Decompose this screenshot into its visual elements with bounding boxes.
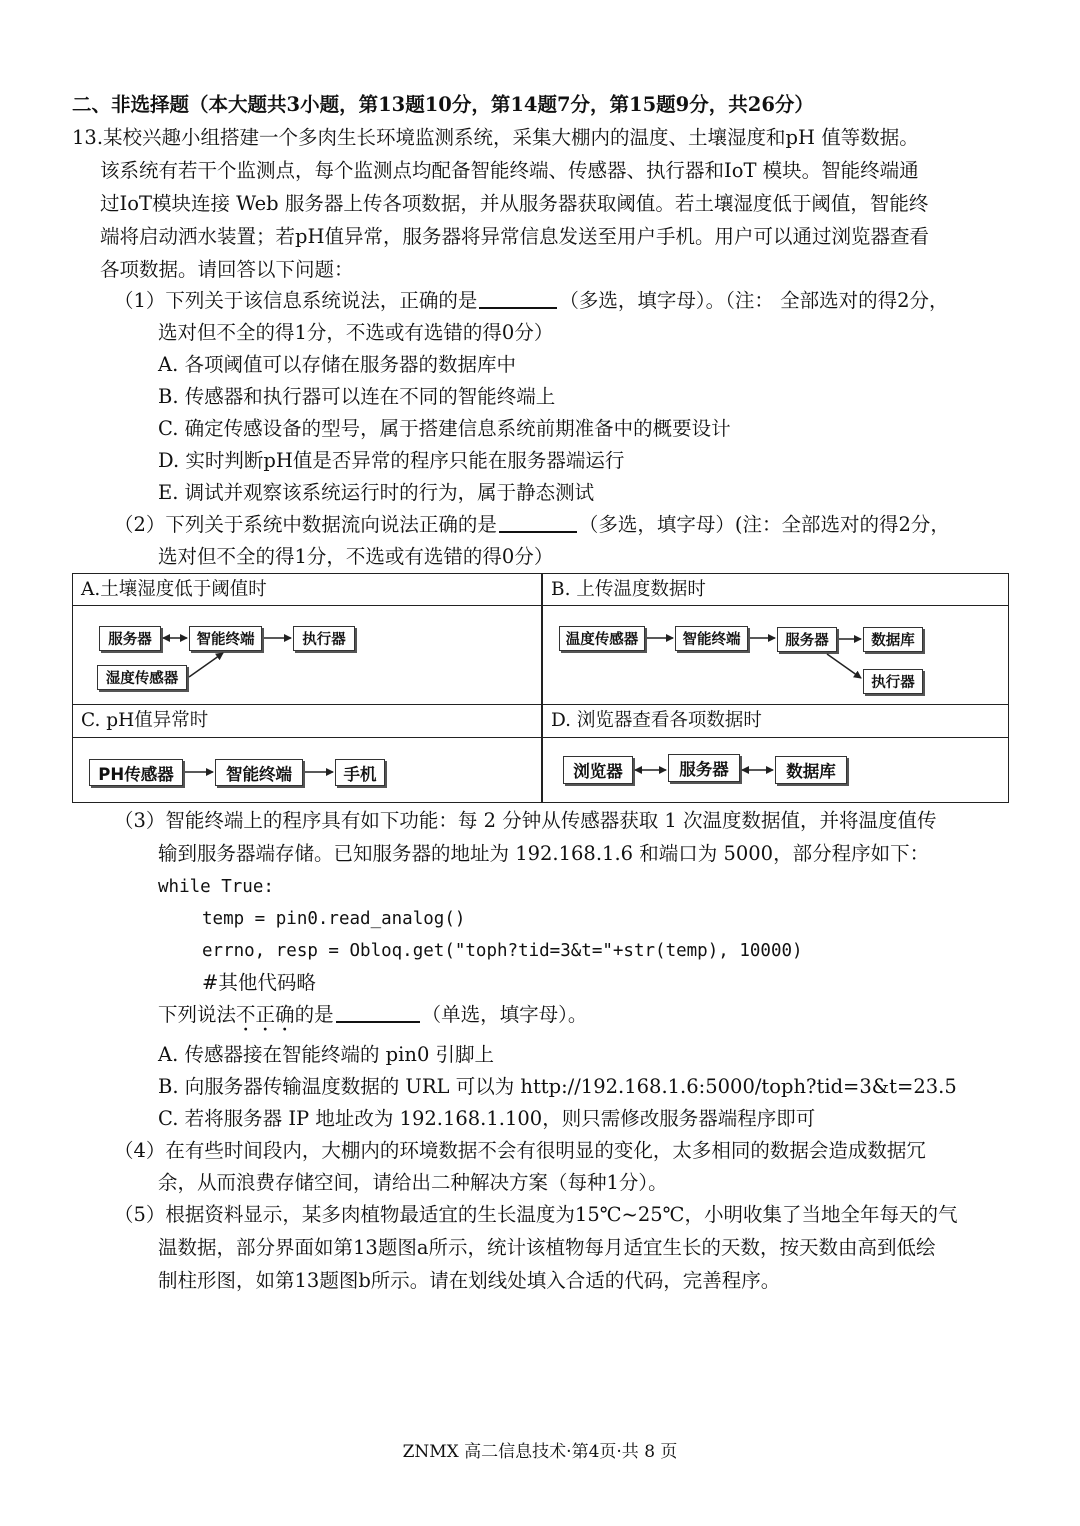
q2-stem-line-2: 选对但不全的得1分，不选或有选错的得0分） [158,545,554,568]
q4-line-2: 余，从而浪费存储空间，请给出二种解决方案（每种1分）。 [158,1171,668,1194]
question-13-intro-line-3: 过IoT模块连接 Web 服务器上传各项数据，并从服务器获取阈值。若土壤湿度低于阈值，智能终 [100,192,929,215]
q3-option-c: C. 若将服务器 IP 地址改为 192.168.1.100，则只需修改服务器端程序即可 [158,1107,816,1130]
q1-stem-line-2: 选对但不全的得1分，不选或有选错的得0分） [158,321,554,344]
cell-b-server-box: 服务器 [777,627,837,652]
arrow-a-sensor-terminal [189,653,223,677]
q3-ask-pre: 下列说法 [158,1003,237,1026]
data-flow-table [72,573,1009,803]
cell-c-phone-box: 手机 [335,759,385,786]
code-line-3: errno, resp = Obloq.get("toph?tid=3&t="+str(temp), 10000) [202,941,803,961]
cell-c-ph-sensor-box: PH传感器 [89,759,183,786]
cell-a-title: A.土壤湿度低于阈值时 [81,579,267,600]
cell-a-actuator-box: 执行器 [293,626,355,651]
q5-line-1: （5）根据资料显示，某多肉植物最适宜的生长温度为15℃~25℃，小明收集了当地全年每天的气 [114,1203,958,1226]
q5-line-3: 制柱形图，如第13题图b所示。请在划线处填入合适的代码，完善程序。 [158,1269,781,1292]
cell-b-temp-sensor-box: 温度传感器 [559,626,645,651]
question-13-intro-line-1: 13.某校兴趣小组搭建一个多肉生长环境监测系统，采集大棚内的温度、土壤湿度和pH 值等数据。 [72,126,919,149]
question-13-intro-line-5: 各项数据。请回答以下问题： [100,258,354,281]
question-13-intro-line-4: 端将启动洒水装置；若pH值异常，服务器将异常信息发送至用户手机。用户可以通过浏览器查看 [100,225,929,248]
q3-ask-emphasis [236,1003,295,1026]
cell-b-title: B. 上传温度数据时 [551,579,706,600]
q3-stem-line-1: （3）智能终端上的程序具有如下功能：每 2 分钟从传感器获取 1 次温度数据值，并将温度值传 [114,809,937,832]
arrow-b-server-actuator [827,654,861,678]
q1-stem-pre: （1）下列关于该信息系统说法，正确的是 [114,289,478,312]
page-footer: ZNMX 高二信息技术·第4页·共 8 页 [402,1442,678,1462]
q1-option-c: C. 确定传感设备的型号，属于搭建信息系统前期准备中的概要设计 [158,417,731,440]
q3-ask-mid: 的是 [294,1003,334,1026]
q3-option-a: A. 传感器接在智能终端的 pin0 引脚上 [158,1043,495,1066]
section-title: 二、非选择题（本大题共3小题，第13题10分，第14题7分，第15题9分，共26分） [72,93,814,116]
q1-option-a: A. 各项阈值可以存储在服务器的数据库中 [158,353,516,376]
cell-d-server-box: 服务器 [668,754,740,782]
q1-stem [114,286,949,316]
cell-a-server-box: 服务器 [99,626,161,651]
q2-stem-post: （多选，填字母）(注：全部选对的得2分， [578,513,950,536]
cell-a-terminal-box: 智能终端 [189,626,262,651]
cell-b-actuator-box: 执行器 [863,669,923,694]
q3-emph-char-1: 不 [236,1003,256,1026]
q1-answer-blank[interactable] [479,287,557,309]
flow-arrows [73,574,1010,804]
question-13-intro-line-2: 该系统有若干个监测点，每个监测点均配备智能终端、传感器、执行器和IoT 模块。智能终端通 [100,159,919,182]
q3-option-b: B. 向服务器传输温度数据的 URL 可以为 http://192.168.1.6:5000/toph?tid=3&t=23.5 [158,1075,957,1098]
q1-option-d: D. 实时判断pH值是否异常的程序只能在服务器端运行 [158,449,625,472]
q1-stem-post: （多选，填字母）。（注： 全部选对的得2分， [559,289,949,312]
q3-emph-char-3: 确 [275,1003,295,1026]
q3-ask-post: （单选，填字母）。 [421,1003,588,1026]
q3-ask [158,1000,587,1030]
cell-c-title: C. pH值异常时 [81,710,209,731]
q1-option-b: B. 传感器和执行器可以连在不同的智能终端上 [158,385,556,408]
cell-d-browser-box: 浏览器 [563,756,633,784]
q2-stem-pre: （2）下列关于系统中数据流向说法正确的是 [114,513,497,536]
cell-c-terminal-box: 智能终端 [215,759,303,786]
cell-b-database-box: 数据库 [863,627,923,652]
q3-stem-line-2: 输到服务器端存储。已知服务器的地址为 192.168.1.6 和端口为 5000，部分程序如下： [158,842,930,865]
cell-d-database-box: 数据库 [775,756,847,784]
q4-line-1: （4）在有些时间段内，大棚内的环境数据不会有很明显的变化，太多相同的数据会造成数据冗 [114,1139,926,1162]
q2-stem [114,510,950,540]
q3-emph-char-2: 正 [255,1003,276,1026]
cell-b-terminal-box: 智能终端 [675,626,748,651]
code-line-2: temp = pin0.read_analog() [202,909,466,929]
q3-answer-blank[interactable] [336,1001,420,1023]
code-line-1: while True: [158,877,274,897]
q2-answer-blank[interactable] [499,511,577,533]
code-line-4: #其他代码略 [202,971,316,994]
q1-option-e: E. 调试并观察该系统运行时的行为，属于静态测试 [158,481,595,504]
cell-d-title: D. 浏览器查看各项数据时 [551,710,762,731]
q5-line-2: 温数据，部分界面如第13题图a所示，统计该植物每月适宜生长的天数，按天数由高到低绘 [158,1236,936,1259]
cell-a-humidity-sensor-box: 湿度传感器 [97,665,187,690]
